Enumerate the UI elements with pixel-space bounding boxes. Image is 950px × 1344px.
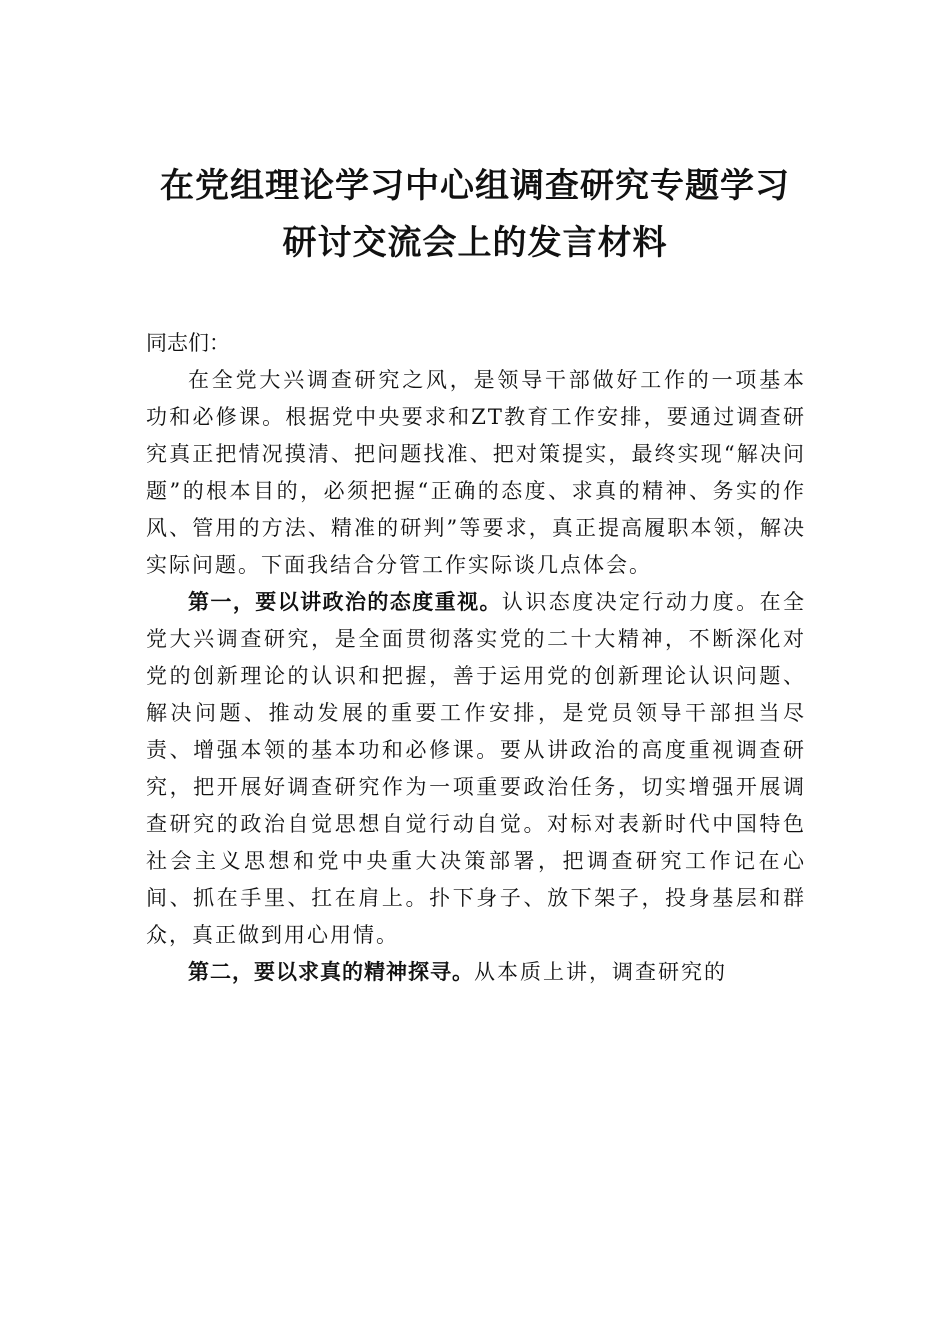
paragraph-point-2	[146, 954, 806, 991]
paragraph-text: 从本质上讲，调查研究的	[474, 960, 727, 984]
title-line-2: 研讨交流会上的发言材料	[282, 223, 668, 263]
paragraph-text: 在全党大兴调查研究之风，是领导干部做好工作的一项基本功和必修课。根据党中央要求和ZT教育工作安排，要通过调查研究真正把情况摸清、把问题找准、把对策提实，最终实现“解决问题”的根本目的，必须把握“正确的态度、求真的精神、务实的作风、管用的方法、精准的研判”等要求，真正提高履职本领，解决实际问题。下面我结合分管工作实际谈几点体会。	[146, 368, 806, 577]
paragraph-point-1	[146, 584, 806, 954]
paragraph-lead: 第一，要以讲政治的态度重视。	[188, 590, 502, 614]
paragraph-text: 认识态度决定行动力度。在全党大兴调查研究，是全面贯彻落实党的二十大精神，不断深化对党的创新理论的认识和把握，善于运用党的创新理论认识问题、解决问题、推动发展的重要工作安排，是党员领导干部担当尽责、增强本领的基本功和必修课。要从讲政治的高度重视调查研究，把开展好调查研究作为一项重要政治任务，切实增强开展调查研究的政治自觉思想自觉行动自觉。对标对表新时代中国特色社会主义思想和党中央重大决策部署，把调查研究工作记在心间、抓在手里、扛在肩上。扑下身子、放下架子，投身基层和群众，真正做到用心用情。	[146, 590, 806, 947]
document-body	[146, 325, 806, 991]
paragraph-lead: 第二，要以求真的精神探寻。	[188, 960, 474, 984]
title-line-1: 在党组理论学习中心组调查研究专题学习	[160, 166, 790, 206]
salutation: 同志们：	[146, 331, 230, 355]
paragraph-intro	[146, 362, 806, 584]
document-title	[100, 158, 850, 272]
